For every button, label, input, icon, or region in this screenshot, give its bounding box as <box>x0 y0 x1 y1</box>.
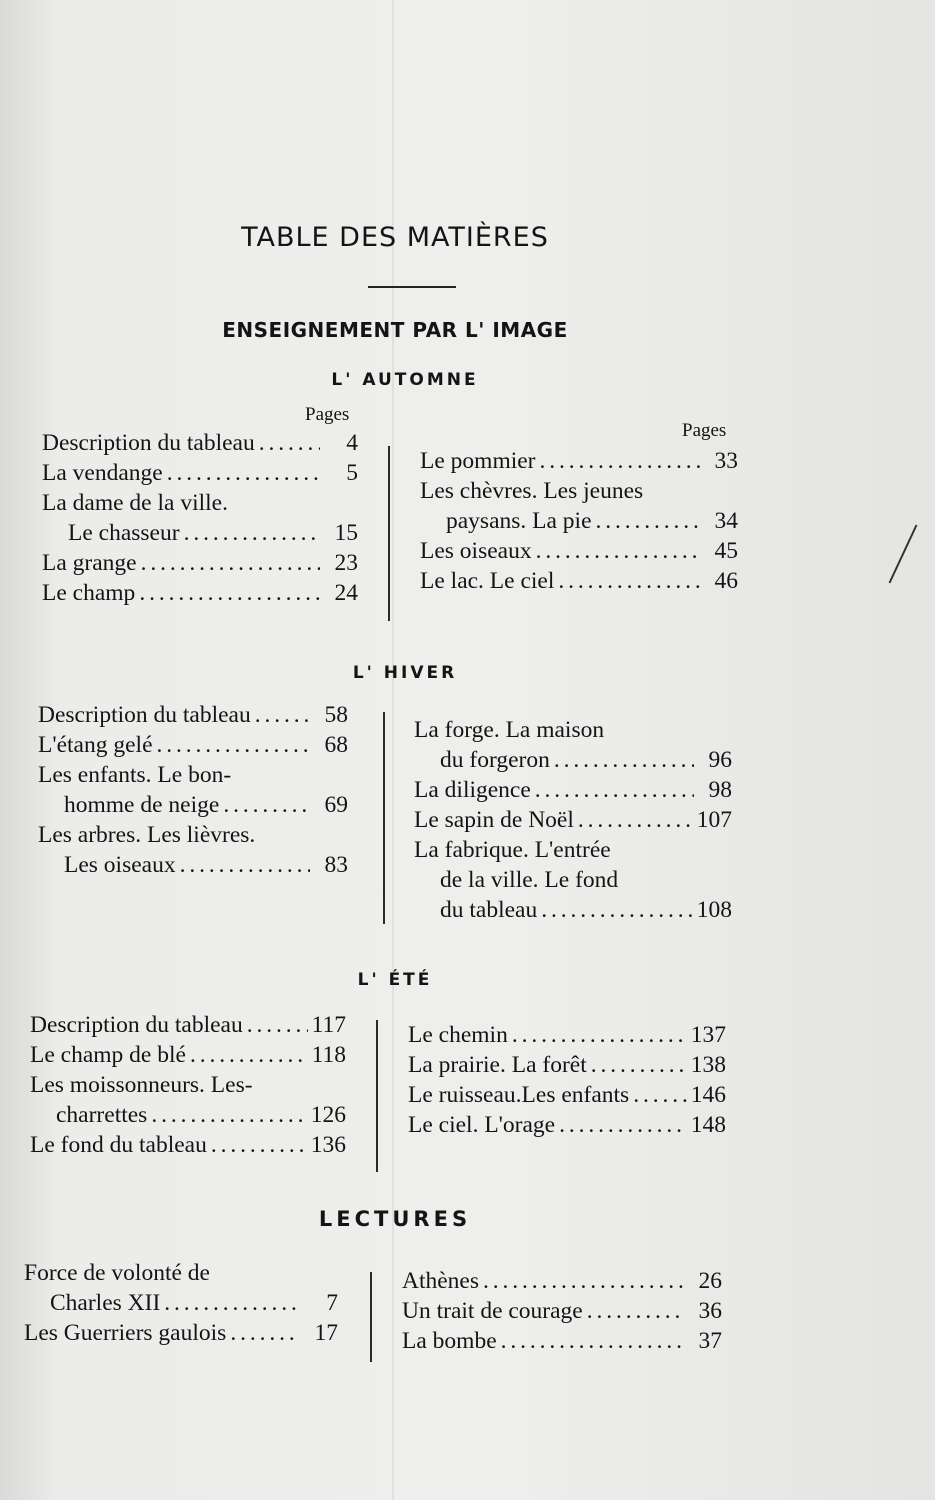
toc-leader-dots <box>540 448 700 475</box>
toc-entry-title: L'étang gelé <box>38 732 153 758</box>
toc-leader-dots <box>259 430 320 457</box>
toc-entry-title: Le chemin <box>408 1022 508 1048</box>
toc-entry-line <box>30 1072 346 1102</box>
toc-page-number: 137 <box>690 1022 726 1048</box>
toc-entry <box>42 430 358 460</box>
toc-entry <box>408 1082 726 1112</box>
toc-page-number: 36 <box>698 1298 722 1324</box>
toc-entry-title: Le champ <box>42 580 136 606</box>
toc-entry <box>42 550 358 580</box>
toc-leader-dots <box>541 897 693 924</box>
toc-entry <box>414 807 732 837</box>
toc-entry-title: Le champ de blé <box>30 1042 186 1068</box>
toc-page-number: 69 <box>324 792 348 818</box>
toc-entry-title: du forgeron <box>440 747 550 773</box>
toc-entry-line <box>414 717 732 747</box>
toc-entry <box>414 747 732 777</box>
toc-entry-title: La bombe <box>402 1328 497 1354</box>
toc-page-number: 24 <box>334 580 358 606</box>
toc-column-hiver-right <box>414 717 732 927</box>
toc-entry-title: Description du tableau <box>38 702 251 728</box>
toc-entry-title: du tableau <box>440 897 538 923</box>
page-title: TABLE DES MATIÈRES <box>241 222 549 253</box>
toc-entry <box>30 1012 346 1042</box>
toc-leader-dots <box>184 520 320 547</box>
toc-entry-title: Les Guerriers gaulois <box>24 1320 227 1346</box>
toc-leader-dots <box>230 1320 300 1347</box>
toc-entry-title: Un trait de courage <box>402 1298 583 1324</box>
toc-leader-dots <box>578 807 693 834</box>
toc-entry-line <box>38 762 348 792</box>
section-heading-hiver: L' HIVER <box>352 663 458 683</box>
toc-entry <box>408 1112 726 1142</box>
toc-entry-title: Les oiseaux <box>420 538 532 564</box>
toc-entry-title: Les moissonneurs. Les- <box>30 1072 253 1098</box>
toc-leader-dots <box>591 1052 687 1079</box>
toc-page-number: 96 <box>708 747 732 773</box>
toc-entry-title: Athènes <box>402 1268 480 1294</box>
toc-entry <box>24 1290 338 1320</box>
toc-leader-dots <box>151 1102 306 1129</box>
toc-entry-title: Le ruisseau.Les enfants <box>408 1082 630 1108</box>
toc-page-number: 98 <box>708 777 732 803</box>
toc-page-number: 5 <box>346 460 358 486</box>
toc-entry-title: Le chasseur <box>68 520 180 546</box>
toc-entry <box>420 448 738 478</box>
pages-label-automne-right: Pages <box>682 420 727 441</box>
toc-entry <box>414 777 732 807</box>
margin-pen-mark <box>889 525 918 584</box>
toc-page-number: 136 <box>310 1132 346 1158</box>
toc-entry-title: Force de volonté de <box>24 1260 210 1286</box>
toc-leader-dots <box>587 1298 684 1325</box>
toc-entry-line <box>42 490 358 520</box>
toc-column-lectures-right <box>402 1268 722 1358</box>
toc-entry <box>414 897 732 927</box>
toc-page-number: 33 <box>714 448 738 474</box>
toc-column-hiver-left <box>38 702 348 882</box>
toc-leader-dots <box>157 732 311 759</box>
section-heading-automne: L' AUTOMNE <box>331 370 479 390</box>
toc-entry-title: paysans. La pie <box>446 508 592 534</box>
column-divider-ete <box>376 1020 378 1172</box>
pages-label-automne-left: Pages <box>305 404 350 425</box>
toc-page-number: 126 <box>310 1102 346 1128</box>
toc-leader-dots <box>255 702 310 729</box>
toc-entry <box>42 460 358 490</box>
toc-leader-dots <box>141 550 320 577</box>
toc-entry-title: La forge. La maison <box>414 717 605 743</box>
toc-page-number: 26 <box>698 1268 722 1294</box>
toc-leader-dots <box>558 568 700 595</box>
toc-entry-title: Le ciel. L'orage <box>408 1112 556 1138</box>
toc-column-automne-right <box>420 448 738 598</box>
toc-leader-dots <box>190 1042 308 1069</box>
toc-entry <box>30 1132 346 1162</box>
toc-entry <box>38 702 348 732</box>
toc-entry <box>402 1328 722 1358</box>
toc-leader-dots <box>536 538 700 565</box>
toc-entry <box>420 508 738 538</box>
toc-entry <box>408 1052 726 1082</box>
toc-entry <box>402 1298 722 1328</box>
toc-page-number: 83 <box>324 852 348 878</box>
toc-entry <box>420 538 738 568</box>
toc-page-number: 148 <box>690 1112 726 1138</box>
toc-leader-dots <box>164 1290 300 1317</box>
toc-entry-title: Description du tableau <box>30 1012 243 1038</box>
toc-leader-dots <box>211 1132 307 1159</box>
toc-page-number: 68 <box>324 732 348 758</box>
toc-leader-dots <box>501 1328 684 1355</box>
toc-entry-title: Les enfants. Le bon- <box>38 762 232 788</box>
toc-page-number: 23 <box>334 550 358 576</box>
toc-entry-title: Le sapin de Noël <box>414 807 574 833</box>
toc-entry-title: Description du tableau <box>42 430 255 456</box>
toc-page-number: 58 <box>324 702 348 728</box>
toc-entry-line <box>24 1260 338 1290</box>
toc-page-number: 34 <box>714 508 738 534</box>
toc-entry <box>420 568 738 598</box>
toc-entry <box>24 1320 338 1350</box>
toc-entry <box>408 1022 726 1052</box>
toc-entry-title: de la ville. Le fond <box>440 867 619 893</box>
toc-entry-title: charrettes <box>56 1102 148 1128</box>
toc-entry-title: La diligence <box>414 777 531 803</box>
toc-page-number: 7 <box>326 1290 338 1316</box>
main-heading: ENSEIGNEMENT PAR L' IMAGE <box>222 318 568 342</box>
toc-entry-title: La fabrique. L'entrée <box>414 837 611 863</box>
toc-column-lectures-left <box>24 1260 338 1350</box>
toc-entry-title: Les arbres. Les lièvres. <box>38 822 256 848</box>
toc-entry <box>38 852 348 882</box>
toc-page-number: 108 <box>696 897 732 923</box>
title-rule <box>368 286 456 288</box>
toc-entry-title: Le pommier <box>420 448 536 474</box>
toc-page-number: 17 <box>314 1320 338 1346</box>
toc-page-number: 146 <box>690 1082 726 1108</box>
column-divider-automne <box>388 446 390 621</box>
toc-leader-dots <box>535 777 694 804</box>
toc-entry-title: La grange <box>42 550 137 576</box>
toc-page-number: 45 <box>714 538 738 564</box>
toc-leader-dots <box>554 747 694 774</box>
toc-page-number: 117 <box>311 1012 346 1038</box>
toc-page-number: 15 <box>334 520 358 546</box>
toc-page-number: 118 <box>311 1042 346 1068</box>
toc-leader-dots <box>483 1268 684 1295</box>
toc-leader-dots <box>180 852 310 879</box>
toc-entry-line <box>38 822 348 852</box>
toc-entry <box>38 792 348 822</box>
section-heading-lectures: LECTURES <box>318 1207 472 1231</box>
toc-leader-dots <box>139 580 320 607</box>
toc-entry <box>38 732 348 762</box>
column-divider-lectures <box>370 1272 372 1362</box>
toc-column-ete-right <box>408 1022 726 1142</box>
toc-entry-line <box>414 837 732 867</box>
toc-entry-title: La dame de la ville. <box>42 490 228 516</box>
column-divider-hiver <box>383 712 385 924</box>
toc-leader-dots <box>559 1112 687 1139</box>
section-heading-ete: L' ÉTÉ <box>357 970 433 990</box>
toc-leader-dots <box>512 1022 687 1049</box>
toc-leader-dots <box>633 1082 687 1109</box>
toc-page-number: 37 <box>698 1328 722 1354</box>
toc-leader-dots <box>596 508 700 535</box>
toc-leader-dots <box>247 1012 308 1039</box>
toc-entry-line <box>414 867 732 897</box>
toc-page-number: 107 <box>696 807 732 833</box>
toc-column-ete-left <box>30 1012 346 1162</box>
toc-entry-title: Charles XII <box>50 1290 161 1316</box>
toc-column-automne-left <box>42 430 358 610</box>
toc-page-number: 46 <box>714 568 738 594</box>
toc-entry <box>42 580 358 610</box>
toc-entry-title: Les oiseaux <box>64 852 176 878</box>
toc-entry <box>30 1102 346 1132</box>
toc-leader-dots <box>223 792 310 819</box>
toc-entry-title: La vendange <box>42 460 163 486</box>
toc-entry <box>30 1042 346 1072</box>
toc-entry-title: Le lac. Le ciel <box>420 568 555 594</box>
toc-entry-title: La prairie. La forêt <box>408 1052 587 1078</box>
toc-entry-line <box>420 478 738 508</box>
toc-entry-title: Les chèvres. Les jeunes <box>420 478 644 504</box>
toc-entry <box>402 1268 722 1298</box>
toc-leader-dots <box>167 460 320 487</box>
toc-entry-title: homme de neige <box>64 792 220 818</box>
toc-entry-title: Le fond du tableau <box>30 1132 207 1158</box>
toc-page-number: 4 <box>346 430 358 456</box>
toc-page-number: 138 <box>690 1052 726 1078</box>
toc-entry <box>42 520 358 550</box>
